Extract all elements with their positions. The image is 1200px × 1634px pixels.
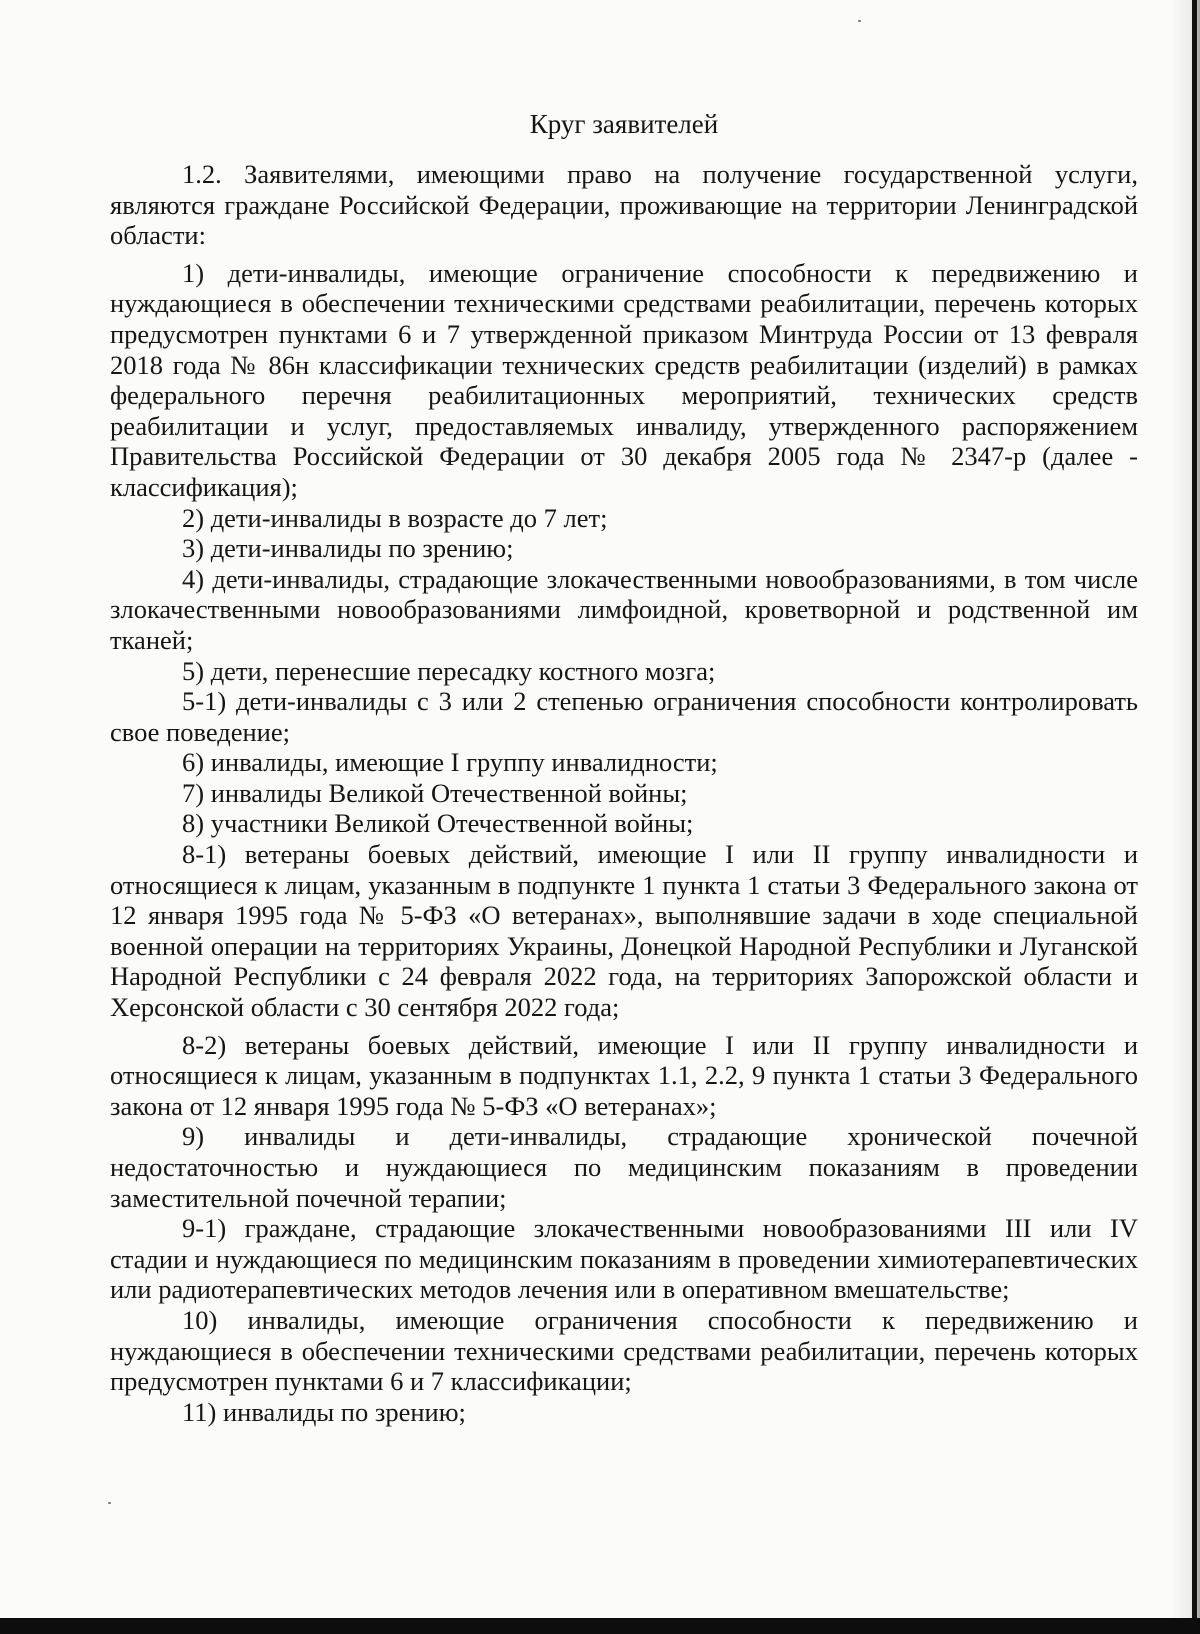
list-item-9-1: 9-1) граждане, страдающие злокачественными новообразованиями III или IV стадии и нуждающиеся по медицинским показаниям в проведении химиотерапевтических или радиотерапевтических методов лечения или в оперативном вмешательстве; [110,1213,1138,1305]
list-item-10: 10) инвалиды, имеющие ограничения способности к передвижению и нуждающиеся в обеспечении техническими средствами реабилитации, перечень которых предусмотрен пунктами 6 и 7 классификации; [110,1304,1138,1397]
list-item-9: 9) инвалиды и дети-инвалиды, страдающие хронической почечной недостаточностью и нуждающиеся по медицинским показаниям в проведении заместительной почечной терапии; [110,1121,1138,1213]
scan-speck [858,20,861,22]
list-item-5: 5) дети, перенесшие пересадку костного мозга; [182,655,716,686]
list-item-8-2: 8-2) ветераны боевых действий, имеющие I или II группу инвалидности и относящиеся к лицам, указанным в подпунктах 1.1, 2.2, 9 пункта 1 статьи 3 Федерального закона от 12 января 1995 года № 5-ФЗ «О ветеранах»; [110,1029,1138,1121]
list-item-1: 1) дети-инвалиды, имеющие ограничение способности к передвижению и нуждающиеся в обеспечении техническими средствами реабилитации, перечень которых предусмотрен пунктами 6 и 7 утвержденной приказом Минтруда России от 13 февраля 2018 года № 86н классификации технических средств реабилитации (изделий) в рамках федерального перечня реабилитационных мероприятий, технических средств реабилитации и услуг, предоставляемых инвалиду, утвержденного распоряжением Правительства Российской Федерации от 30 декабря 2005 года № 2347-р (далее - классификация); [110,257,1138,502]
list-item-7: 7) инвалиды Великой Отечественной войны; [182,777,688,808]
list-item-6: 6) инвалиды, имеющие I группу инвалидности; [182,747,718,778]
section-heading: Круг заявителей [529,109,719,139]
scan-speck [108,1502,111,1504]
document-body [110,108,1138,1427]
list-item-4: 4) дети-инвалиды, страдающие злокачественными новообразованиями, в том числе злокачественными новообразованиями лимфоидной, кроветворной и родственной им тканей; [110,563,1138,655]
scan-edge-line [1192,0,1197,1634]
list-item-11: 11) инвалиды по зрению; [182,1396,466,1427]
paragraph-1-2: 1.2. Заявителями, имеющими право на получение государственной услуги, являются граждане Российской Федерации, проживающие на территории Ленинградской области: [110,159,1138,251]
list-item-2: 2) дети-инвалиды в возрасте до 7 лет; [182,502,608,533]
list-item-3: 3) дети-инвалиды по зрению; [182,533,514,564]
list-item-8: 8) участники Великой Отечественной войны; [182,808,694,839]
list-item-8-1: 8-1) ветераны боевых действий, имеющие I или II группу инвалидности и относящиеся к лицам, указанным в подпункте 1 пункта 1 статьи 3 Федерального закона от 12 января 1995 года № 5-ФЗ «О ветеранах», выполнявшие задачи в ходе специальной военной операции на территориях Украины, Донецкой Народной Республики и Луганской Народной Республики с 24 февраля 2022 года, на территориях Запорожской области и Херсонской области с 30 сентября 2022 года; [110,839,1138,1023]
scan-bottom-border [0,1618,1200,1634]
list-item-5-1: 5-1) дети-инвалиды с 3 или 2 степенью ограничения способности контролировать свое поведение; [110,686,1138,747]
